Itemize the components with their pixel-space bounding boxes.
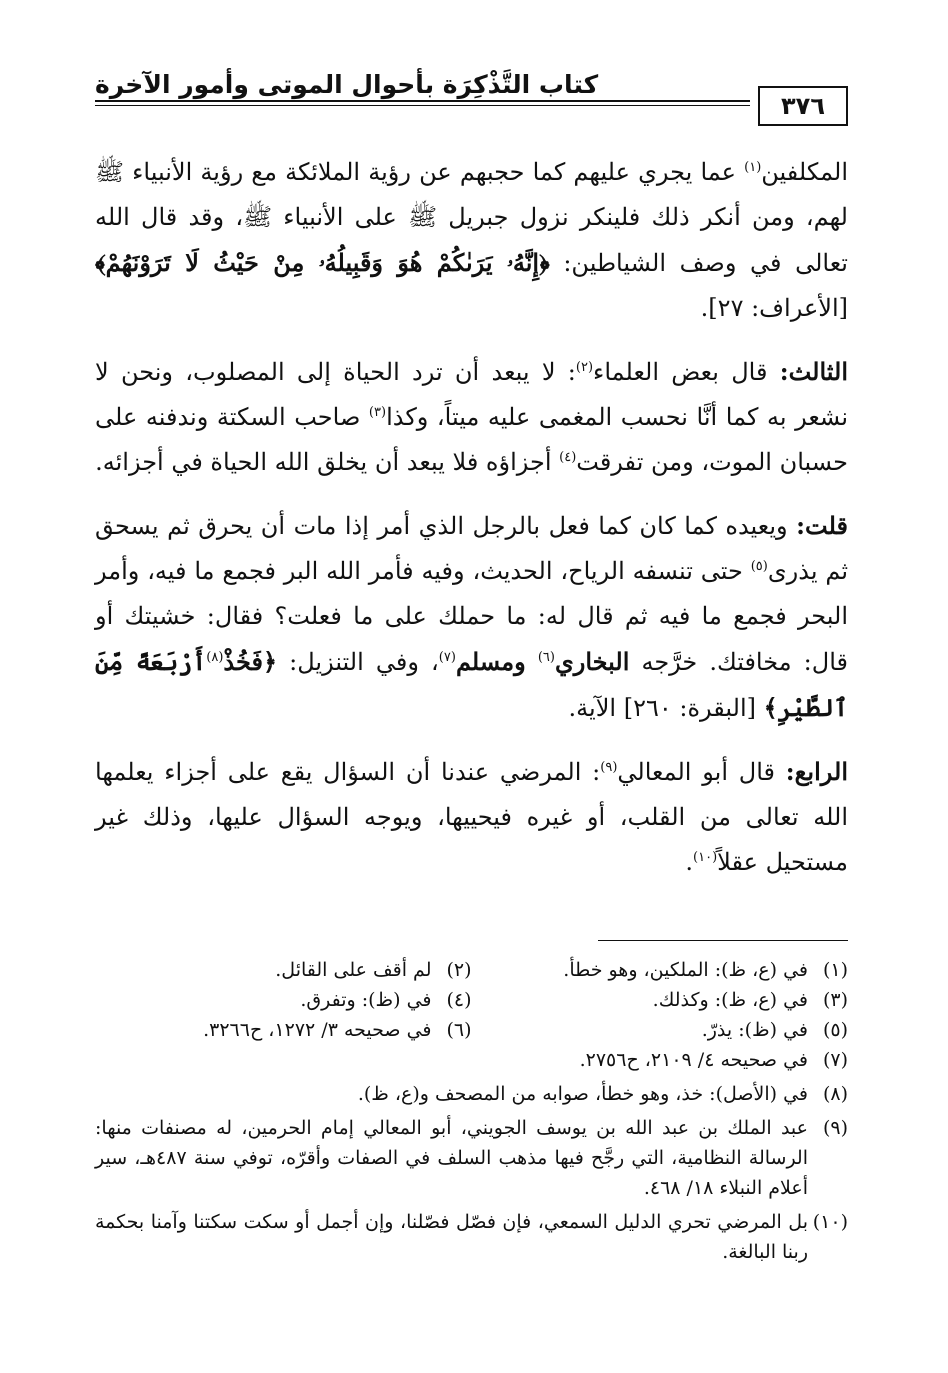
footnote-number: (٢) xyxy=(446,959,472,981)
footnote-number: (٣) xyxy=(822,989,848,1011)
footnote-row xyxy=(95,985,848,1015)
footnote-text: في صحيحه ٤/ ٢١٠٩، ح٢٧٥٦. xyxy=(579,1049,808,1071)
footnote-row xyxy=(95,1015,848,1045)
footnote-5 xyxy=(472,1015,849,1045)
footnote-row xyxy=(95,955,848,985)
main-text xyxy=(95,150,848,903)
text: ويعيده كما كان كما فعل بالرجل الذي أمر إذا مات أن يحرق ثم يسحق ثم يذرى xyxy=(95,512,848,585)
paragraph-heading: الرابع: xyxy=(785,757,848,786)
footnote-text: في (الأصل): خذ، وهو خطأ، صوابه من المصحف و(ع، ظ). xyxy=(357,1083,808,1105)
footnote-ref: (٤) xyxy=(559,450,577,465)
footnote-text: لم أقف على القائل. xyxy=(275,959,432,981)
footnote-10 xyxy=(95,1207,848,1267)
quran-quote: أَرْبَعَةً مِّنَ ٱلطَّيْرِ﴾ xyxy=(95,647,848,722)
footnote-ref: (٢) xyxy=(575,360,594,375)
text: ، وفي التنزيل: xyxy=(277,648,439,676)
footnote-ref: (١٠) xyxy=(693,850,718,865)
footnote-text: في (ظ): وتفرق. xyxy=(300,989,432,1011)
header-rule xyxy=(95,100,750,106)
footnote-number: (٥) xyxy=(822,1019,848,1041)
text: أجزاؤه فلا يبعد أن يخلق الله الحياة في أجزائه. xyxy=(95,448,560,476)
footnotes xyxy=(95,955,848,1271)
paragraph-heading: الثالث: xyxy=(779,357,848,386)
footnote-number: (٩) xyxy=(822,1117,848,1139)
text: قال بعض العلماء xyxy=(593,358,780,386)
paragraph-1 xyxy=(95,150,848,331)
page-header xyxy=(95,70,848,130)
paragraph-3 xyxy=(95,503,848,731)
footnote-4 xyxy=(95,985,472,1015)
source-name: البخاري xyxy=(554,647,630,676)
footnote-number: (٦) xyxy=(446,1019,472,1041)
quran-quote: ﴿إِنَّهُۥ يَرَىٰكُمْ هُوَ وَقَبِيلُهُۥ مِنْ حَيْثُ لَا تَرَوْنَهُمْ﴾ xyxy=(95,248,550,277)
text: قال أبو المعالي xyxy=(617,758,786,786)
footnote-number: (١٠) xyxy=(812,1211,848,1233)
footnote-text: بل المرضي تحري الدليل السمعي، فإن فصّل فصّلنا، وإن أجمل أو سكت سكتنا وآمنا بحكمة ربنا البالغة. xyxy=(95,1211,808,1263)
footnote-separator xyxy=(598,940,848,941)
paragraph-2 xyxy=(95,349,848,485)
footnote-ref: (٣) xyxy=(368,405,387,420)
text: المكلفين xyxy=(761,158,848,186)
footnote-number: (٧) xyxy=(822,1049,848,1071)
footnote-text: عبد الملك بن عبد الله بن يوسف الجويني، أبو المعالي إمام الحرمين، له مصنفات منها: الرسالة النظامية، التي رجَّح فيها مذهب السلف في الصفات وأقرّه، توفي سنة ٤٨٧هـ، سير أعلام النبلاء ١٨/ ٤٦٨. xyxy=(95,1117,808,1199)
running-title: كتاب التَّذْكِرَة بأحوال الموتى وأمور الآخرة xyxy=(95,70,599,99)
footnote-ref: (٩) xyxy=(600,760,618,775)
footnote-text: في صحيحه ٣/ ١٢٧٢، ح٣٢٦٦. xyxy=(203,1019,432,1041)
footnote-ref: (٦) xyxy=(537,650,555,665)
text: [البقرة: ٢٦٠] الآية. xyxy=(568,694,764,722)
footnote-9 xyxy=(95,1113,848,1203)
footnote-ref: (١) xyxy=(744,160,762,175)
footnote-8 xyxy=(95,1079,848,1109)
footnote-number: (٤) xyxy=(446,989,472,1011)
footnote-1 xyxy=(472,955,849,985)
paragraph-heading: قلت: xyxy=(796,511,848,540)
footnote-6 xyxy=(95,1015,472,1045)
footnote-7 xyxy=(95,1045,848,1075)
text xyxy=(526,648,538,676)
text: : لا يبعد أن ترد الحياة إلى المصلوب، ونحن لا نشعر به كما أنَّا نحسب المغمى عليه ميتاً، وكذا xyxy=(95,358,848,431)
page-number: ٣٧٦ xyxy=(758,86,848,126)
footnote-ref: (٧) xyxy=(438,650,456,665)
quran-quote: ﴿فَخُذْ xyxy=(223,647,278,676)
source-name: ومسلم xyxy=(455,647,526,676)
footnote-text: في (ع، ظ): الملكين، وهو خطأ. xyxy=(563,959,808,981)
paragraph-4 xyxy=(95,749,848,885)
text: عما يجري عليهم كما حجبهم عن رؤية الملائكة مع رؤية الأنبياء ﷺ لهم، ومن أنكر ذلك فلينكر نزول جبريل ﷺ على الأنبياء ﷺ، وقد قال الله تعالى في وصف الشياطين: xyxy=(95,158,848,277)
footnote-ref: (٨) xyxy=(206,650,224,665)
footnote-3 xyxy=(472,985,849,1015)
text: حتى تنسفه الرياح، الحديث، وفيه فأمر الله البر فجمع ما فيه، وأمر البحر فجمع ما فيه ثم قال له: ما حملك على ما فعلت؟ فقال: خشيتك أو قال: مخافتك. خرَّجه xyxy=(95,557,849,676)
text: [الأعراف: ٢٧]. xyxy=(700,294,848,322)
footnote-2 xyxy=(95,955,472,985)
footnote-number: (١) xyxy=(822,959,848,981)
text: : المرضي عندنا أن السؤال يقع على أجزاء يعلمها الله تعالى من القلب، أو غيره فيحييها، ويوجه السؤال عليها، وذلك غير مستحيل عقلاً xyxy=(95,758,848,876)
footnote-ref: (٥) xyxy=(750,559,768,574)
text: صاحب السكتة وندفنه على حسبان الموت، ومن تفرقت xyxy=(95,403,848,476)
text: . xyxy=(685,848,694,876)
footnote-number: (٨) xyxy=(822,1083,848,1105)
footnote-text: في (ظ): يذرّ. xyxy=(701,1019,808,1041)
footnote-text: في (ع، ظ): وكذلك. xyxy=(652,989,808,1011)
